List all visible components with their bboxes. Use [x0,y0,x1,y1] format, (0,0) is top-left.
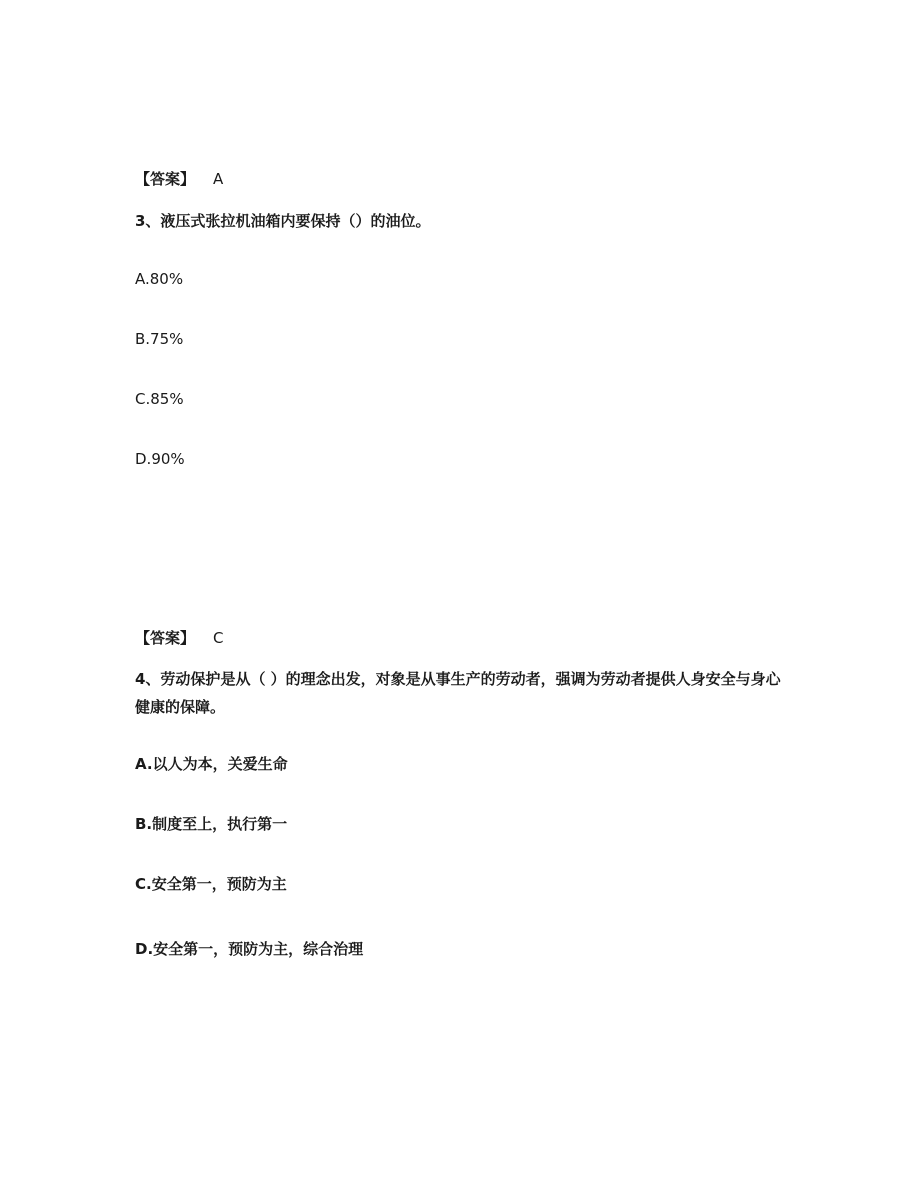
answer-label-1: 【答案】 [135,170,196,188]
option-4b: B.制度至上，执行第一 [135,815,288,833]
option-3d: D.90% [135,450,185,468]
answer-value-1: A [213,170,224,188]
option-3c: C.85% [135,390,184,408]
answer-label-2: 【答案】 [135,629,196,647]
option-4a: A.以人为本，关爱生命 [135,755,288,773]
option-3b: B.75% [135,330,184,348]
option-3a: A.80% [135,270,184,288]
question-4: 4、劳动保护是从（ ）的理念出发，对象是从事生产的劳动者，强调为劳动者提供人身安全与身心健康的保障。 [135,670,781,716]
option-4c: C.安全第一，预防为主 [135,875,287,893]
answer-value-2: C [213,629,224,647]
option-4d: D.安全第一，预防为主，综合治理 [135,940,364,958]
question-3: 3、液压式张拉机油箱内要保持（）的油位。 [135,212,431,230]
